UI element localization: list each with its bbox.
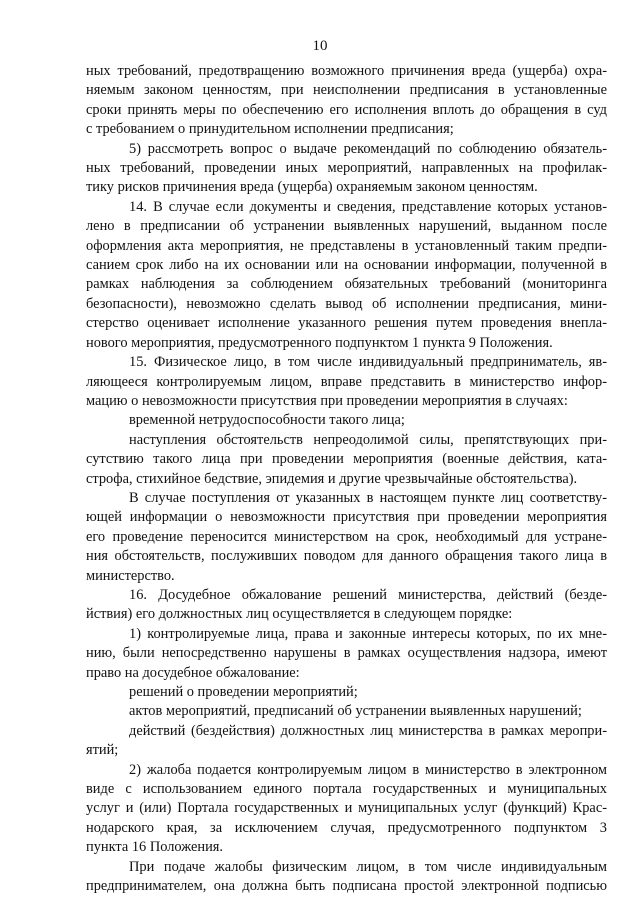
text-line: актов мероприятий, предписаний об устранении выявленных нарушений;	[129, 703, 582, 720]
text-line: санием срок либо на их основании или на основании информации, полученной в	[86, 257, 607, 274]
text-line: министерство.	[86, 567, 175, 584]
document-body	[86, 62, 607, 896]
text-line: предпринимателем, она должна быть подписана простой электронной подписью	[86, 878, 607, 895]
text-line: 2) жалоба подается контролируемым лицом в министерство в электронном	[129, 761, 607, 778]
text-line: оформления акта мероприятия, не представлены в установленный таким предпи-	[86, 237, 607, 254]
text-line: услуг и (или) Портала государственных и муниципальных услуг (функций) Крас-	[86, 800, 607, 817]
text-line: 5) рассмотреть вопрос о выдаче рекомендаций по соблюдению обязатель-	[129, 140, 607, 157]
text-line: ятий;	[86, 742, 119, 759]
text-line: действий (бездействия) должностных лиц министерства в рамках меропри-	[129, 722, 607, 739]
text-line: наступления обстоятельств непреодолимой силы, препятствующих при-	[129, 431, 607, 448]
text-line: с требованием о принудительном исполнении предписания;	[86, 121, 454, 138]
text-line: временной нетрудоспособности такого лица;	[129, 412, 405, 429]
text-line: ющей информации о невозможности присутствия при проведении мероприятия	[86, 509, 607, 526]
text-line: нию, были непосредственно нарушены в рамках осуществления надзора, имеют	[86, 645, 607, 662]
text-line: ных требований, проведении иных мероприятий, направленных на профилак-	[86, 160, 607, 177]
text-line: 16. Досудебное обжалование решений министерства, действий (безде-	[129, 586, 607, 603]
text-line: нодарского края, за исключением случая, предусмотренного подпунктом 3	[86, 819, 607, 836]
text-line: лено в предписании об устранении выявленных нарушений, выданном после	[86, 218, 607, 235]
text-line: ния обстоятельств, послуживших поводом для данного обращения такого лица в	[86, 548, 607, 565]
text-line: йствия) его должностных лиц осуществляется в следующем порядке:	[86, 606, 513, 623]
text-line: стерство оценивает исполнение указанного решения путем проведения внепла-	[86, 315, 607, 332]
text-line: 1) контролируемые лица, права и законные интересы которых, по их мне-	[129, 625, 607, 642]
text-line: тику рисков причинения вреда (ущерба) охраняемым законом ценностям.	[86, 179, 538, 196]
text-line: сроки принять меры по обеспечению его исполнения вплоть до обращения в суд	[86, 101, 607, 118]
text-line: виде с использованием единого портала государственных и муниципальных	[86, 781, 607, 798]
page-number: 10	[312, 38, 328, 54]
text-line: В случае поступления от указанных в настоящем пункте лиц соответству-	[129, 489, 607, 506]
text-line: ляющееся контролируемым лицом, вправе представить в министерство инфор-	[86, 373, 607, 390]
text-line: безопасности), невозможно сделать вывод об исполнении предписания, мини-	[86, 295, 607, 312]
text-line: сутствию такого лица при проведении мероприятия (военные действия, ката-	[86, 451, 607, 468]
text-line: 14. В случае если документы и сведения, представление которых установ-	[129, 198, 607, 215]
text-line: право на досудебное обжалование:	[86, 664, 300, 681]
text-line: мацию о невозможности присутствия при проведении мероприятия в случаях:	[86, 392, 568, 409]
text-line: няемым законом ценностям, при неисполнении предписания в установленные	[86, 82, 607, 99]
text-line: ных требований, предотвращению возможного причинения вреда (ущерба) охра-	[86, 63, 607, 79]
text-line: При подаче жалобы физическим лицом, в том числе индивидуальным	[129, 858, 607, 875]
text-line: нового мероприятия, предусмотренного подпунктом 1 пункта 9 Положения.	[86, 334, 553, 351]
text-line: решений о проведении мероприятий;	[129, 684, 358, 700]
text-line: пункта 16 Положения.	[86, 839, 224, 856]
text-line: строфа, стихийное бедствие, эпидемия и другие чрезвычайные обстоятельства).	[86, 470, 578, 487]
text-line: 15. Физическое лицо, в том числе индивидуальный предприниматель, яв-	[129, 354, 607, 371]
text-line: его проведение переносится министерством на срок, необходимый для устране-	[86, 528, 607, 545]
text-line: рамках наблюдения за соблюдением обязательных требований (мониторинга	[86, 276, 607, 293]
